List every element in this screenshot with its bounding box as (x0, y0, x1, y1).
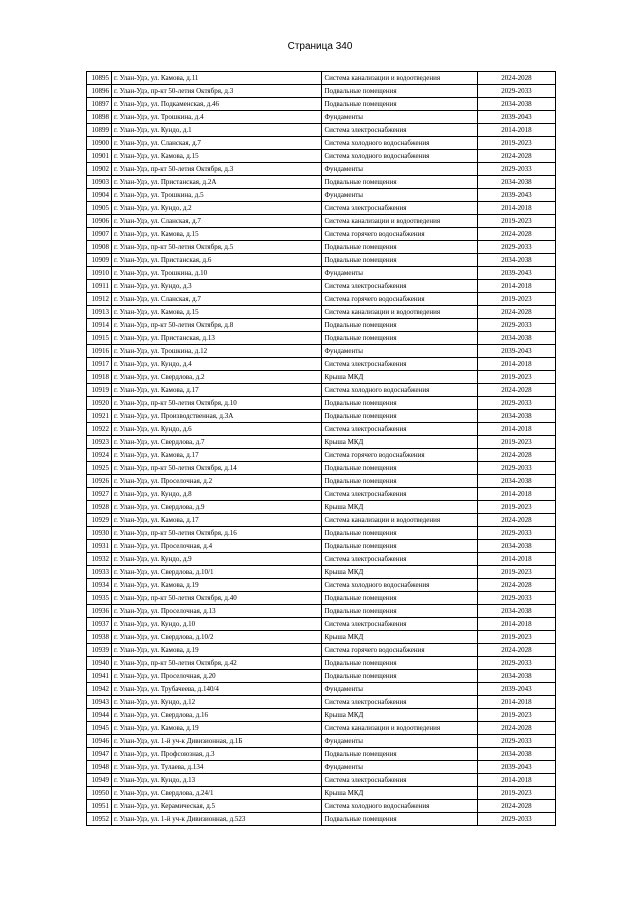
table-row (87, 137, 556, 150)
row-number-cell: 10950 (87, 787, 112, 800)
period-cell: 2019-2023 (477, 501, 555, 514)
row-number-cell: 10896 (87, 85, 112, 98)
period-cell: 2014-2018 (477, 423, 555, 436)
table-row (87, 163, 556, 176)
table-row (87, 631, 556, 644)
address-cell: г. Улан-Удэ, ул. Кундо, д.3 (112, 280, 322, 293)
address-cell: г. Улан-Удэ, ул. 1-й уч-к Дивизионная, д.523 (112, 813, 322, 826)
work-type-cell: Фундаменты (322, 735, 477, 748)
table-row (87, 293, 556, 306)
table-row (87, 124, 556, 137)
address-cell: г. Улан-Удэ, ул. Проселочная, д.20 (112, 670, 322, 683)
table-row (87, 540, 556, 553)
row-number-cell: 10948 (87, 761, 112, 774)
row-number-cell: 10898 (87, 111, 112, 124)
period-cell: 2029-2033 (477, 527, 555, 540)
work-type-cell: Подвальные помещения (322, 657, 477, 670)
work-type-cell: Подвальные помещения (322, 540, 477, 553)
address-cell: г. Улан-Удэ, ул. Проселочная, д.13 (112, 605, 322, 618)
row-number-cell: 10902 (87, 163, 112, 176)
period-cell: 2024-2028 (477, 384, 555, 397)
period-cell: 2024-2028 (477, 228, 555, 241)
work-type-cell: Система холодного водоснабжения (322, 579, 477, 592)
address-cell: г. Улан-Удэ, ул. Свердлова, д.10/1 (112, 566, 322, 579)
address-cell: г. Улан-Удэ, пр-кт 50-летия Октября, д.10 (112, 397, 322, 410)
table-row (87, 605, 556, 618)
address-cell: г. Улан-Удэ, ул. Производственная, д.3А (112, 410, 322, 423)
address-cell: г. Улан-Удэ, ул. Пристанская, д.6 (112, 254, 322, 267)
period-cell: 2014-2018 (477, 696, 555, 709)
period-cell: 2029-2033 (477, 657, 555, 670)
address-cell: г. Улан-Удэ, пр-кт 50-летия Октября, д.42 (112, 657, 322, 670)
row-number-cell: 10911 (87, 280, 112, 293)
table-row (87, 111, 556, 124)
table-row (87, 176, 556, 189)
address-cell: г. Улан-Удэ, ул. Сланская, д.7 (112, 137, 322, 150)
address-cell: г. Улан-Удэ, ул. Пристанская, д.13 (112, 332, 322, 345)
address-cell: г. Улан-Удэ, ул. Свердлова, д.9 (112, 501, 322, 514)
row-number-cell: 10933 (87, 566, 112, 579)
row-number-cell: 10952 (87, 813, 112, 826)
period-cell: 2034-2038 (477, 98, 555, 111)
work-type-cell: Фундаменты (322, 267, 477, 280)
table-row (87, 501, 556, 514)
work-type-cell: Система электроснабжения (322, 488, 477, 501)
period-cell: 2024-2028 (477, 72, 555, 85)
work-type-cell: Система электроснабжения (322, 618, 477, 631)
row-number-cell: 10928 (87, 501, 112, 514)
row-number-cell: 10906 (87, 215, 112, 228)
period-cell: 2019-2023 (477, 293, 555, 306)
address-cell: г. Улан-Удэ, ул. Трошкина, д.12 (112, 345, 322, 358)
row-number-cell: 10932 (87, 553, 112, 566)
work-type-cell: Подвальные помещения (322, 527, 477, 540)
period-cell: 2034-2038 (477, 670, 555, 683)
row-number-cell: 10926 (87, 475, 112, 488)
row-number-cell: 10951 (87, 800, 112, 813)
table-row (87, 696, 556, 709)
row-number-cell: 10940 (87, 657, 112, 670)
period-cell: 2019-2023 (477, 215, 555, 228)
work-type-cell: Подвальные помещения (322, 332, 477, 345)
table-row (87, 423, 556, 436)
address-cell: г. Улан-Удэ, пр-кт 50-летия Октября, д.3 (112, 85, 322, 98)
address-cell: г. Улан-Удэ, ул. Камова, д.17 (112, 384, 322, 397)
row-number-cell: 10899 (87, 124, 112, 137)
address-cell: г. Улан-Удэ, ул. Трубачеева, д.140/4 (112, 683, 322, 696)
work-type-cell: Подвальные помещения (322, 670, 477, 683)
period-cell: 2029-2033 (477, 813, 555, 826)
table-row (87, 566, 556, 579)
address-cell: г. Улан-Удэ, ул. Пристанская, д.2А (112, 176, 322, 189)
table-row (87, 332, 556, 345)
table-row (87, 202, 556, 215)
row-number-cell: 10925 (87, 462, 112, 475)
period-cell: 2039-2043 (477, 111, 555, 124)
table-row (87, 98, 556, 111)
table-row (87, 215, 556, 228)
period-cell: 2029-2033 (477, 319, 555, 332)
period-cell: 2034-2038 (477, 748, 555, 761)
address-cell: г. Улан-Удэ, ул. Камова, д.17 (112, 514, 322, 527)
work-type-cell: Фундаменты (322, 163, 477, 176)
row-number-cell: 10931 (87, 540, 112, 553)
table-row (87, 384, 556, 397)
period-cell: 2034-2038 (477, 332, 555, 345)
address-cell: г. Улан-Удэ, ул. Кундо, д.8 (112, 488, 322, 501)
work-type-cell: Крыша МКД (322, 566, 477, 579)
period-cell: 2019-2023 (477, 631, 555, 644)
work-type-cell: Подвальные помещения (322, 748, 477, 761)
period-cell: 2024-2028 (477, 306, 555, 319)
period-cell: 2014-2018 (477, 202, 555, 215)
work-type-cell: Подвальные помещения (322, 85, 477, 98)
work-type-cell: Система горячего водоснабжения (322, 228, 477, 241)
period-cell: 2019-2023 (477, 371, 555, 384)
row-number-cell: 10938 (87, 631, 112, 644)
address-cell: г. Улан-Удэ, пр-кт 50-летия Октября, д.16 (112, 527, 322, 540)
address-cell: г. Улан-Удэ, ул. Кундо, д.9 (112, 553, 322, 566)
address-cell: г. Улан-Удэ, ул. Проселочная, д.2 (112, 475, 322, 488)
work-type-cell: Система электроснабжения (322, 358, 477, 371)
period-cell: 2024-2028 (477, 644, 555, 657)
address-cell: г. Улан-Удэ, ул. Трошкина, д.10 (112, 267, 322, 280)
row-number-cell: 10944 (87, 709, 112, 722)
row-number-cell: 10939 (87, 644, 112, 657)
row-number-cell: 10924 (87, 449, 112, 462)
work-type-cell: Система холодного водоснабжения (322, 150, 477, 163)
period-cell: 2039-2043 (477, 345, 555, 358)
table-row (87, 306, 556, 319)
row-number-cell: 10913 (87, 306, 112, 319)
work-type-cell: Подвальные помещения (322, 98, 477, 111)
row-number-cell: 10914 (87, 319, 112, 332)
table-row (87, 267, 556, 280)
period-cell: 2019-2023 (477, 566, 555, 579)
work-type-cell: Крыша МКД (322, 631, 477, 644)
work-type-cell: Система электроснабжения (322, 423, 477, 436)
row-number-cell: 10908 (87, 241, 112, 254)
work-type-cell: Фундаменты (322, 111, 477, 124)
address-cell: г. Улан-Удэ, ул. Проселочная, д.4 (112, 540, 322, 553)
table-row (87, 254, 556, 267)
row-number-cell: 10923 (87, 436, 112, 449)
work-type-cell: Система холодного водоснабжения (322, 384, 477, 397)
table-row (87, 579, 556, 592)
address-cell: г. Улан-Удэ, пр-кт 50-летия Октября, д.5 (112, 241, 322, 254)
table-row (87, 709, 556, 722)
address-cell: г. Улан-Удэ, пр-кт 50-летия Октября, д.8 (112, 319, 322, 332)
row-number-cell: 10947 (87, 748, 112, 761)
row-number-cell: 10915 (87, 332, 112, 345)
row-number-cell: 10930 (87, 527, 112, 540)
row-number-cell: 10945 (87, 722, 112, 735)
table-row (87, 397, 556, 410)
table-row (87, 514, 556, 527)
period-cell: 2019-2023 (477, 436, 555, 449)
address-cell: г. Улан-Удэ, ул. Свердлова, д.2 (112, 371, 322, 384)
period-cell: 2024-2028 (477, 800, 555, 813)
table-row (87, 735, 556, 748)
address-cell: г. Улан-Удэ, ул. Сланская, д.7 (112, 215, 322, 228)
table-row (87, 657, 556, 670)
page-number-header: Страница 340 (287, 41, 353, 52)
work-type-cell: Система горячего водоснабжения (322, 449, 477, 462)
row-number-cell: 10897 (87, 98, 112, 111)
work-type-cell: Подвальные помещения (322, 241, 477, 254)
row-number-cell: 10907 (87, 228, 112, 241)
address-cell: г. Улан-Удэ, ул. Керамическая, д.5 (112, 800, 322, 813)
table-row (87, 553, 556, 566)
row-number-cell: 10912 (87, 293, 112, 306)
period-cell: 2034-2038 (477, 254, 555, 267)
row-number-cell: 10904 (87, 189, 112, 202)
work-type-cell: Крыша МКД (322, 436, 477, 449)
table-row (87, 683, 556, 696)
row-number-cell: 10900 (87, 137, 112, 150)
period-cell: 2019-2023 (477, 709, 555, 722)
work-type-cell: Система канализации и водоотведения (322, 72, 477, 85)
work-type-cell: Фундаменты (322, 761, 477, 774)
address-cell: г. Улан-Удэ, ул. Камова, д.19 (112, 579, 322, 592)
table-row (87, 150, 556, 163)
work-type-cell: Крыша МКД (322, 787, 477, 800)
address-cell: г. Улан-Удэ, ул. Кундо, д.2 (112, 202, 322, 215)
address-cell: г. Улан-Удэ, ул. Свердлова, д.16 (112, 709, 322, 722)
period-cell: 2029-2033 (477, 241, 555, 254)
period-cell: 2014-2018 (477, 358, 555, 371)
period-cell: 2019-2023 (477, 137, 555, 150)
work-type-cell: Подвальные помещения (322, 254, 477, 267)
table-row (87, 436, 556, 449)
table-row (87, 748, 556, 761)
registry-table-body (87, 72, 556, 826)
table-row (87, 345, 556, 358)
work-type-cell: Система холодного водоснабжения (322, 137, 477, 150)
period-cell: 2034-2038 (477, 475, 555, 488)
work-type-cell: Крыша МКД (322, 709, 477, 722)
table-row (87, 280, 556, 293)
period-cell: 2029-2033 (477, 735, 555, 748)
table-row (87, 644, 556, 657)
address-cell: г. Улан-Удэ, ул. Свердлова, д.24/1 (112, 787, 322, 800)
address-cell: г. Улан-Удэ, ул. Камова, д.17 (112, 449, 322, 462)
period-cell: 2029-2033 (477, 462, 555, 475)
work-type-cell: Система холодного водоснабжения (322, 800, 477, 813)
work-type-cell: Система электроснабжения (322, 696, 477, 709)
period-cell: 2034-2038 (477, 176, 555, 189)
row-number-cell: 10946 (87, 735, 112, 748)
period-cell: 2029-2033 (477, 85, 555, 98)
work-type-cell: Система электроснабжения (322, 774, 477, 787)
period-cell: 2039-2043 (477, 761, 555, 774)
work-type-cell: Крыша МКД (322, 371, 477, 384)
address-cell: г. Улан-Удэ, пр-кт 50-летия Октября, д.14 (112, 462, 322, 475)
address-cell: г. Улан-Удэ, ул. Свердлова, д.7 (112, 436, 322, 449)
period-cell: 2014-2018 (477, 553, 555, 566)
table-row (87, 462, 556, 475)
work-type-cell: Крыша МКД (322, 501, 477, 514)
table-row (87, 722, 556, 735)
row-number-cell: 10943 (87, 696, 112, 709)
table-row (87, 592, 556, 605)
period-cell: 2029-2033 (477, 397, 555, 410)
row-number-cell: 10909 (87, 254, 112, 267)
work-type-cell: Подвальные помещения (322, 592, 477, 605)
address-cell: г. Улан-Удэ, ул. Подкаменская, д.46 (112, 98, 322, 111)
row-number-cell: 10905 (87, 202, 112, 215)
table-row (87, 475, 556, 488)
period-cell: 2039-2043 (477, 267, 555, 280)
address-cell: г. Улан-Удэ, ул. Камова, д.15 (112, 228, 322, 241)
address-cell: г. Улан-Удэ, ул. Кундо, д.12 (112, 696, 322, 709)
row-number-cell: 10920 (87, 397, 112, 410)
row-number-cell: 10927 (87, 488, 112, 501)
address-cell: г. Улан-Удэ, ул. Камова, д.15 (112, 150, 322, 163)
address-cell: г. Улан-Удэ, ул. Трошкина, д.5 (112, 189, 322, 202)
address-cell: г. Улан-Удэ, ул. Трошкина, д.4 (112, 111, 322, 124)
work-type-cell: Подвальные помещения (322, 319, 477, 332)
row-number-cell: 10942 (87, 683, 112, 696)
table-row (87, 618, 556, 631)
table-row (87, 488, 556, 501)
period-cell: 2019-2023 (477, 787, 555, 800)
period-cell: 2034-2038 (477, 540, 555, 553)
row-number-cell: 10895 (87, 72, 112, 85)
row-number-cell: 10929 (87, 514, 112, 527)
row-number-cell: 10917 (87, 358, 112, 371)
work-type-cell: Подвальные помещения (322, 176, 477, 189)
table-row (87, 371, 556, 384)
period-cell: 2029-2033 (477, 163, 555, 176)
work-type-cell: Система электроснабжения (322, 202, 477, 215)
table-row (87, 85, 556, 98)
address-cell: г. Улан-Удэ, ул. Тулаева, д.134 (112, 761, 322, 774)
address-cell: г. Улан-Удэ, ул. Камова, д.11 (112, 72, 322, 85)
work-type-cell: Фундаменты (322, 345, 477, 358)
table-row (87, 800, 556, 813)
work-type-cell: Система горячего водоснабжения (322, 293, 477, 306)
row-number-cell: 10936 (87, 605, 112, 618)
row-number-cell: 10934 (87, 579, 112, 592)
address-cell: г. Улан-Удэ, ул. Камова, д.15 (112, 306, 322, 319)
address-cell: г. Улан-Удэ, ул. 1-й уч-к Дивизионная, д.1Б (112, 735, 322, 748)
work-type-cell: Фундаменты (322, 683, 477, 696)
row-number-cell: 10921 (87, 410, 112, 423)
work-type-cell: Система канализации и водоотведения (322, 514, 477, 527)
address-cell: г. Улан-Удэ, ул. Сланская, д.7 (112, 293, 322, 306)
row-number-cell: 10922 (87, 423, 112, 436)
work-type-cell: Система электроснабжения (322, 124, 477, 137)
row-number-cell: 10910 (87, 267, 112, 280)
address-cell: г. Улан-Удэ, ул. Свердлова, д.10/2 (112, 631, 322, 644)
period-cell: 2024-2028 (477, 579, 555, 592)
row-number-cell: 10901 (87, 150, 112, 163)
work-type-cell: Система канализации и водоотведения (322, 722, 477, 735)
work-type-cell: Подвальные помещения (322, 410, 477, 423)
address-cell: г. Улан-Удэ, ул. Камова, д.19 (112, 644, 322, 657)
work-type-cell: Подвальные помещения (322, 475, 477, 488)
table-row (87, 787, 556, 800)
row-number-cell: 10935 (87, 592, 112, 605)
work-type-cell: Система канализации и водоотведения (322, 306, 477, 319)
table-row (87, 761, 556, 774)
address-cell: г. Улан-Удэ, пр-кт 50-летия Октября, д.40 (112, 592, 322, 605)
period-cell: 2014-2018 (477, 280, 555, 293)
table-row (87, 358, 556, 371)
period-cell: 2014-2018 (477, 124, 555, 137)
period-cell: 2024-2028 (477, 449, 555, 462)
work-type-cell: Подвальные помещения (322, 462, 477, 475)
period-cell: 2029-2033 (477, 592, 555, 605)
address-cell: г. Улан-Удэ, ул. Кундо, д.13 (112, 774, 322, 787)
period-cell: 2034-2038 (477, 605, 555, 618)
period-cell: 2024-2028 (477, 722, 555, 735)
row-number-cell: 10916 (87, 345, 112, 358)
period-cell: 2039-2043 (477, 683, 555, 696)
address-cell: г. Улан-Удэ, ул. Профсоюзная, д.3 (112, 748, 322, 761)
table-row (87, 774, 556, 787)
table-row (87, 228, 556, 241)
work-type-cell: Система горячего водоснабжения (322, 644, 477, 657)
row-number-cell: 10918 (87, 371, 112, 384)
period-cell: 2024-2028 (477, 514, 555, 527)
row-number-cell: 10903 (87, 176, 112, 189)
table-row (87, 410, 556, 423)
row-number-cell: 10941 (87, 670, 112, 683)
period-cell: 2024-2028 (477, 150, 555, 163)
registry-table (86, 71, 556, 826)
period-cell: 2014-2018 (477, 618, 555, 631)
table-row (87, 72, 556, 85)
work-type-cell: Система электроснабжения (322, 280, 477, 293)
table-row (87, 241, 556, 254)
address-cell: г. Улан-Удэ, ул. Кундо, д.10 (112, 618, 322, 631)
table-row (87, 319, 556, 332)
work-type-cell: Фундаменты (322, 189, 477, 202)
work-type-cell: Система канализации и водоотведения (322, 215, 477, 228)
table-row (87, 449, 556, 462)
address-cell: г. Улан-Удэ, ул. Камова, д.19 (112, 722, 322, 735)
table-row (87, 813, 556, 826)
row-number-cell: 10937 (87, 618, 112, 631)
period-cell: 2014-2018 (477, 488, 555, 501)
work-type-cell: Подвальные помещения (322, 397, 477, 410)
table-row (87, 527, 556, 540)
address-cell: г. Улан-Удэ, пр-кт 50-летия Октября, д.3 (112, 163, 322, 176)
table-row (87, 189, 556, 202)
address-cell: г. Улан-Удэ, ул. Кундо, д.1 (112, 124, 322, 137)
work-type-cell: Система электроснабжения (322, 553, 477, 566)
address-cell: г. Улан-Удэ, ул. Кундо, д.6 (112, 423, 322, 436)
period-cell: 2014-2018 (477, 774, 555, 787)
work-type-cell: Подвальные помещения (322, 605, 477, 618)
table-row (87, 670, 556, 683)
row-number-cell: 10919 (87, 384, 112, 397)
period-cell: 2039-2043 (477, 189, 555, 202)
work-type-cell: Подвальные помещения (322, 813, 477, 826)
address-cell: г. Улан-Удэ, ул. Кундо, д.4 (112, 358, 322, 371)
period-cell: 2034-2038 (477, 410, 555, 423)
row-number-cell: 10949 (87, 774, 112, 787)
